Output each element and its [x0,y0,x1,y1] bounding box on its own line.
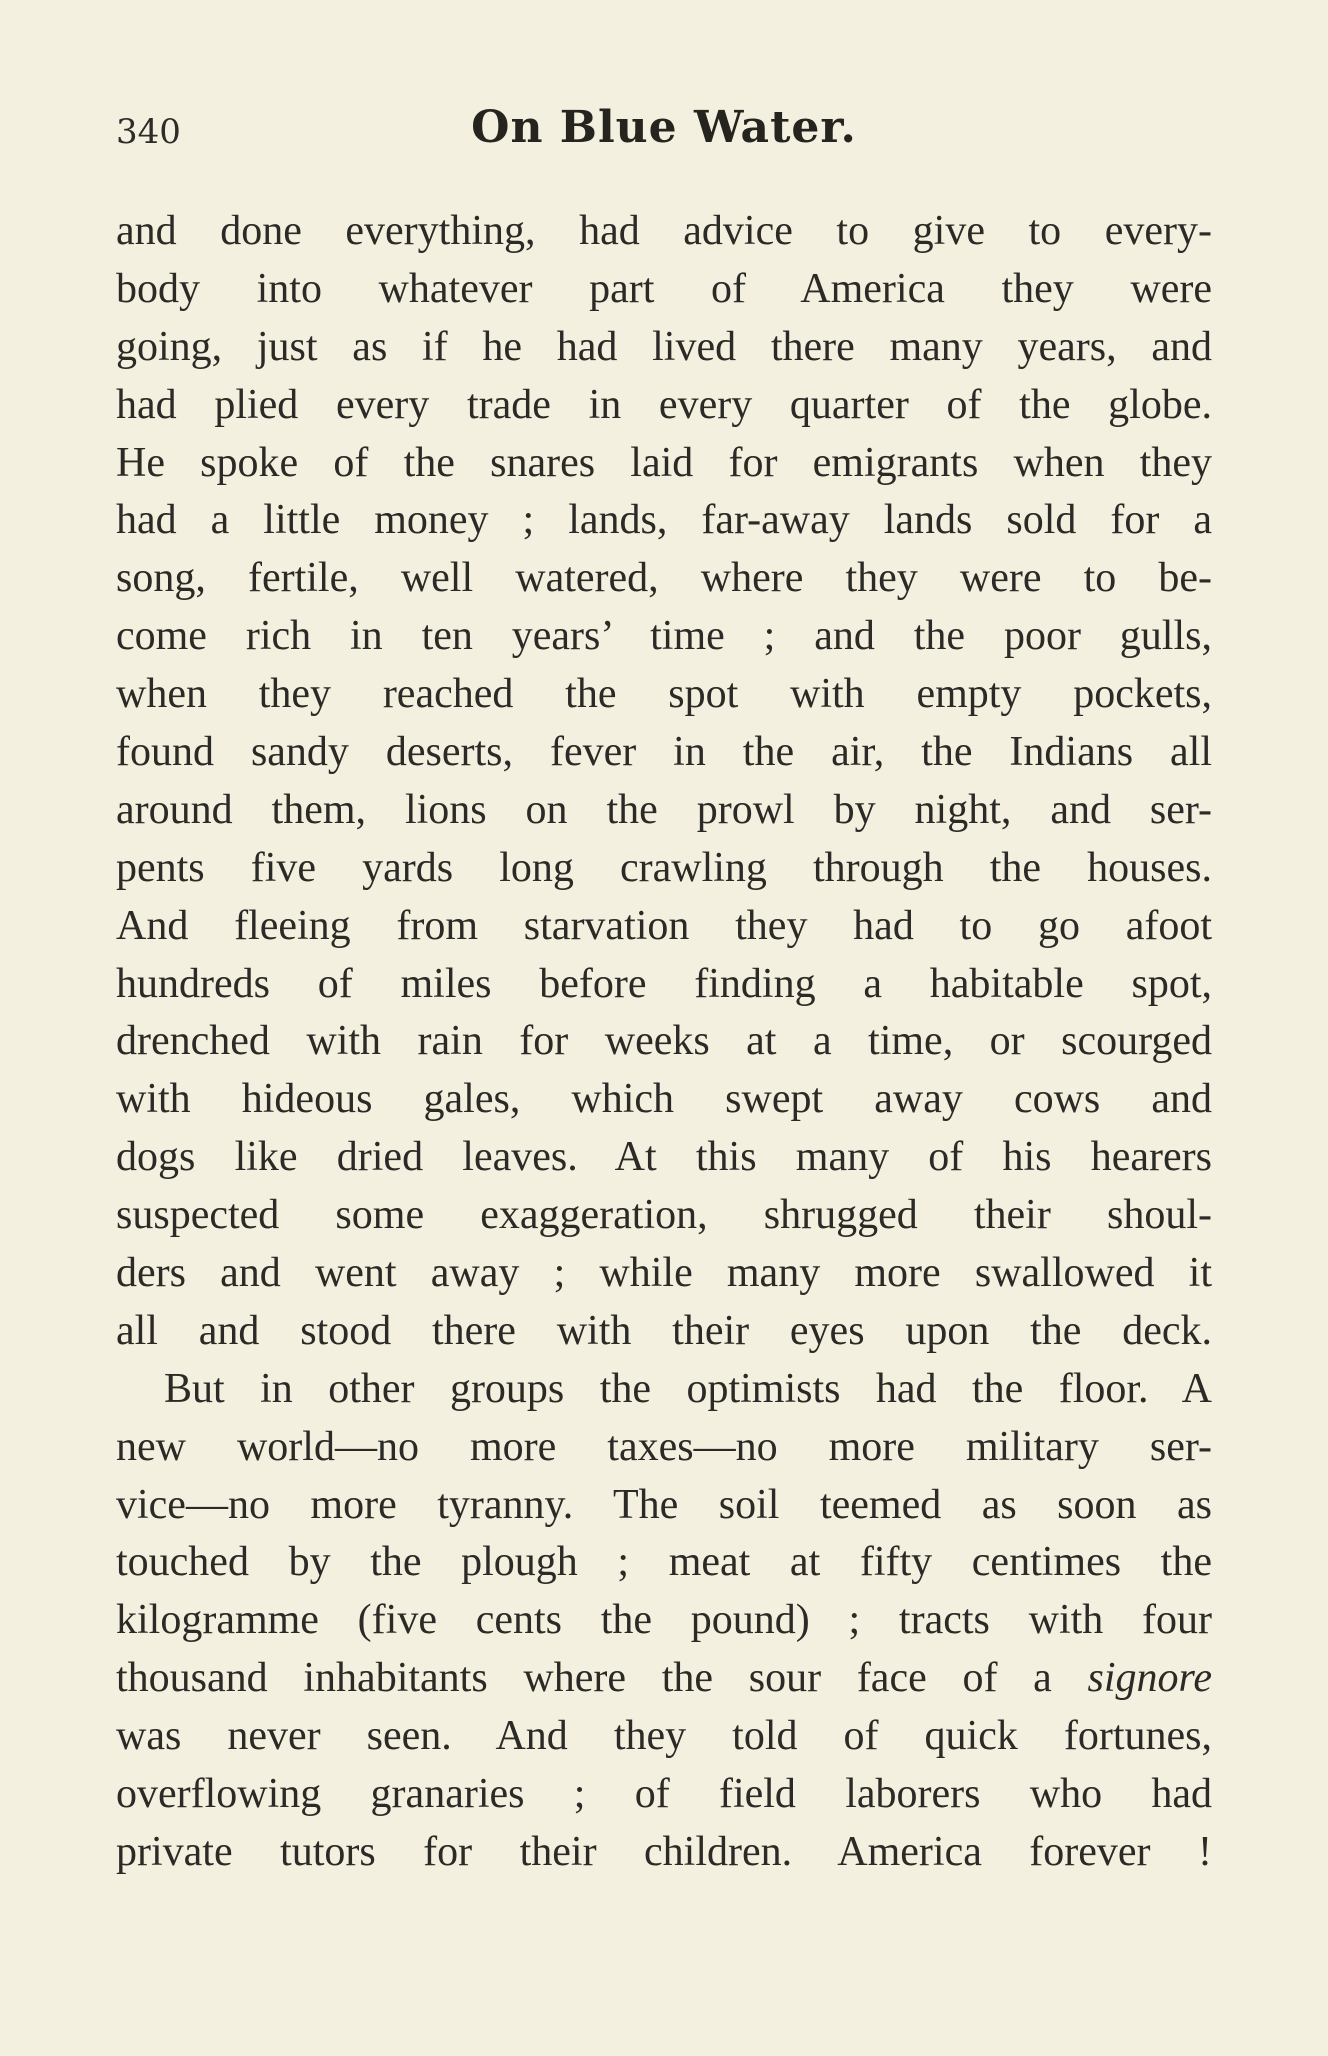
text-line: come rich in ten years’ time ; and the poor gulls, [116,613,1212,660]
text-line: going, just as if he had lived there many years, and [116,323,1212,370]
text-line: had plied every trade in every quarter of the globe. [116,381,1212,428]
text-line: drenched with rain for weeks at a time, or scourged [116,1018,1212,1065]
italic-word: signore [1087,1655,1212,1702]
text-line: ders and went away ; while many more swallowed it [116,1250,1212,1297]
text-line: had a little money ; lands, far-away lands sold for a [116,497,1212,544]
line-text: thousand inhabitants where the sour face of a [116,1655,1088,1702]
text-line: suspected some exaggeration, shrugged their shoul- [116,1192,1212,1239]
text-line: hundreds of miles before finding a habitable spot, [116,960,1212,1007]
text-line-with-italic [116,1650,1212,1708]
text-line: overflowing granaries ; of field laborers who had [116,1771,1212,1818]
text-line: kilogramme (five cents the pound) ; tracts with four [116,1597,1212,1644]
text-line: pents five yards long crawling through the houses. [116,844,1212,891]
text-line: was never seen. And they told of quick fortunes, [116,1713,1212,1760]
text-line-paragraph-start: But in other groups the optimists had the floor. A [164,1365,1212,1412]
text-line: vice—no more tyranny. The soil teemed as soon as [116,1481,1212,1528]
text-line: song, fertile, well watered, where they were to be- [116,555,1212,602]
text-line: And fleeing from starvation they had to go afoot [116,902,1212,949]
text-line-last: private tutors for their children. America forever ! [116,1828,1212,1875]
text-line: and done everything, had advice to give to every- [116,208,1212,254]
text-line: found sandy deserts, fever in the air, the Indians all [116,729,1212,776]
running-title: On Blue Water. [471,102,857,153]
page-header [116,98,1212,168]
text-line: around them, lions on the prowl by night, and ser- [116,786,1212,833]
text-line: all and stood there with their eyes upon the deck. [116,1307,1212,1354]
body-text [116,203,1212,1882]
text-line: touched by the plough ; meat at fifty centimes the [116,1539,1212,1586]
text-line: with hideous gales, which swept away cows and [116,1076,1212,1123]
text-line: body into whatever part of America they were [116,265,1212,312]
text-line: He spoke of the snares laid for emigrants when they [116,439,1212,486]
text-line: dogs like dried leaves. At this many of his hearers [116,1134,1212,1181]
text-line: new world—no more taxes—no more military ser- [116,1423,1212,1470]
page-number: 340 [116,112,181,152]
text-line: when they reached the spot with empty pockets, [116,671,1212,718]
